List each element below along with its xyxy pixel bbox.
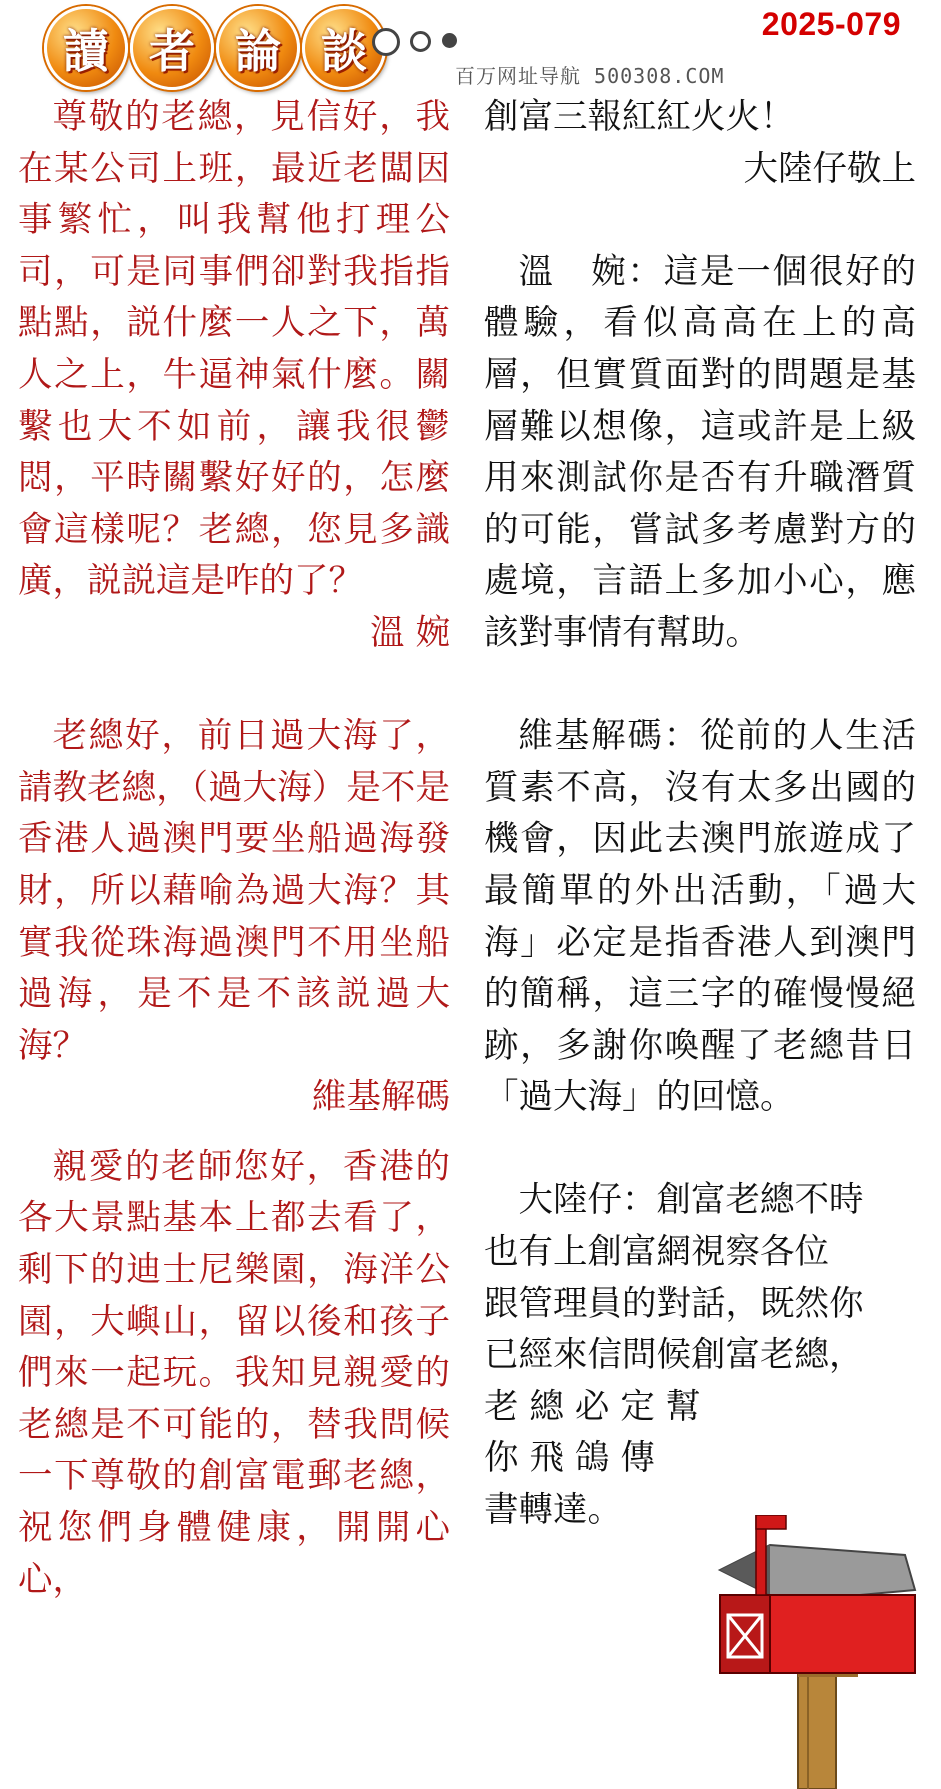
letter-mainland-boy: 親愛的老師您好，香港的各大景點基本上都去看了，剩下的迪士尼樂園，海洋公園，大嶼山，留以後和孩子們來一起玩。我知見親愛的老總是不可能的，替我問候一下尊敬的創富電郵老總，祝您們身體健康，開開心心， <box>18 1146 450 1600</box>
reply-line: 也有上創富網視察各位 <box>484 1232 829 1273</box>
replies-column <box>484 92 916 1537</box>
reply-line: 你 飛 鴿 傳 <box>484 1438 655 1479</box>
reply-wiki-decode: 維基解碼：從前的人生活質素不高，沒有太多出國的機會，因此去澳門旅遊成了最簡單的外出活動，「過大海」必定是指香港人到澳門的簡稱，這三字的確慢慢絕跡，多謝你喚醒了老總昔日「過大海」的回憶。 <box>484 716 916 1118</box>
reply-line: 已經來信問候創富老總， <box>484 1335 864 1376</box>
site-watermark: 百万网址导航 500308.COM <box>455 64 725 88</box>
letters-column <box>18 92 450 1606</box>
reply-mainland-boy <box>484 1175 916 1536</box>
signature-wen-wan: 溫 婉 <box>370 612 450 653</box>
reply-line: 跟管理員的對話，既然你 <box>484 1283 864 1324</box>
title-char-2: 者 <box>130 6 214 90</box>
reply-line: 老 總 必 定 幫 <box>484 1386 701 1427</box>
mailbox-icon <box>700 1515 930 1789</box>
issue-number: 2025-079 <box>761 6 901 42</box>
title-char-3: 論 <box>216 6 300 90</box>
decor-dot-medium <box>410 31 431 52</box>
reply-line: 大陸仔：創富老總不時 <box>484 1180 864 1221</box>
letter-wiki-decode: 老總好，前日過大海了，請教老總，（過大海）是不是香港人過澳門要坐船過海發財，所以藉喻為過大海？其實我從珠海過澳門不用坐船過海，是不是不該説過大海？ <box>18 716 450 1066</box>
letter-mainland-boy-ending: 創富三報紅紅火火！ <box>484 97 795 137</box>
title-char-1: 讀 <box>44 6 128 90</box>
signature-mainland-boy: 大陸仔敬上 <box>743 148 916 189</box>
header <box>0 0 941 92</box>
letter-wen-wan: 尊敬的老總，見信好，我在某公司上班，最近老闆因事繁忙，叫我幫他打理公司，可是同事們卻對我指指點點，説什麼一人之下，萬人之上，牛逼神氣什麼。關繫也大不如前，讓我很鬱悶，平時關繫好好的，怎麼會這樣呢？老總，您見多識廣，説説這是咋的了？ <box>18 97 450 602</box>
reply-line: 書轉達。 <box>484 1490 622 1531</box>
signature-wiki-decode: 維基解碼 <box>312 1077 450 1118</box>
decor-dot-small <box>442 33 457 48</box>
title-char-4: 談 <box>302 6 386 90</box>
reply-wen-wan: 溫 婉：這是一個很好的體驗，看似高高在上的高層，但實質面對的問題是基層難以想像，這或許是上級用來測試你是否有升職潛質的可能，嘗試多考慮對方的處境，言語上多加小心，應該對事情有幫助。 <box>484 251 916 653</box>
decor-dot-large <box>372 28 400 56</box>
